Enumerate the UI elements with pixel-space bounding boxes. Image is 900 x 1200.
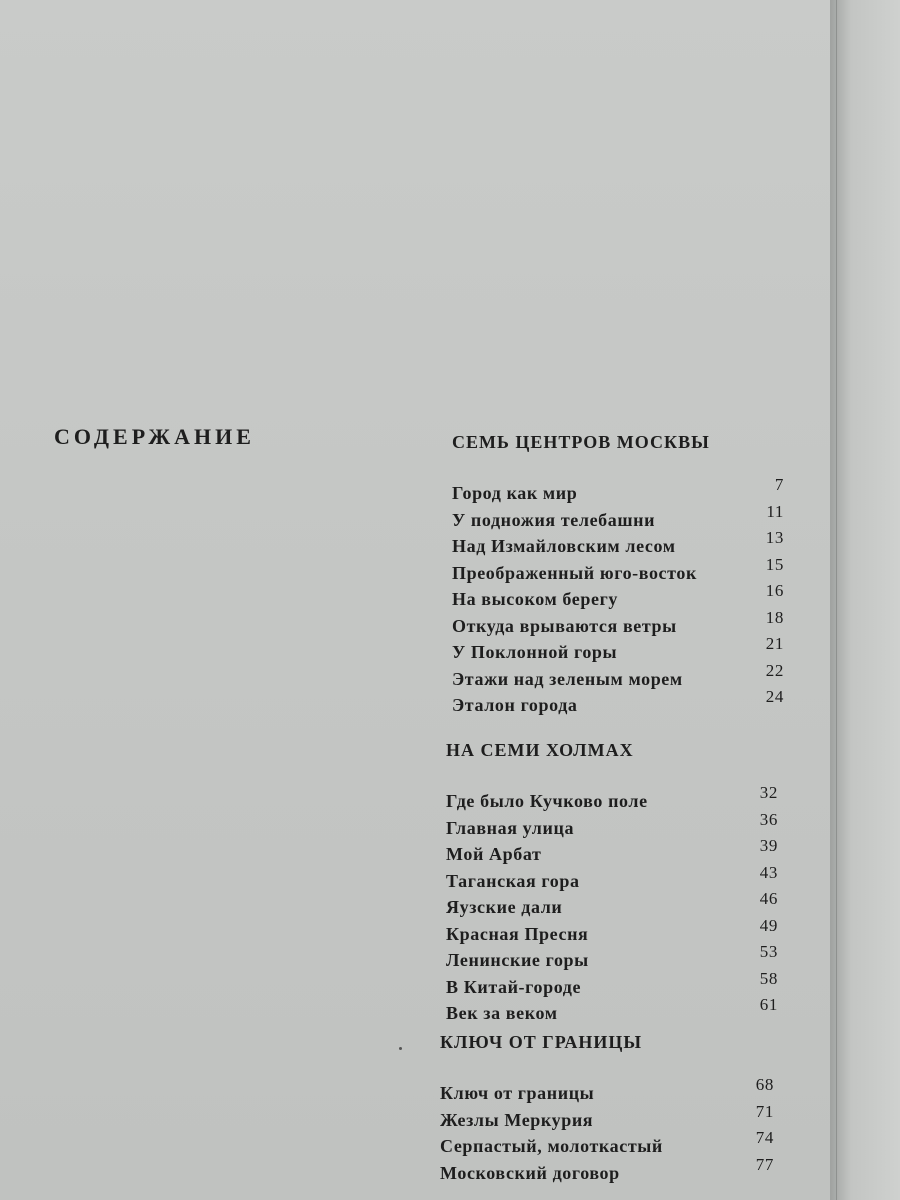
entry-page-number: 18 — [765, 607, 784, 627]
toc-entry — [440, 1075, 774, 1102]
entry-title: Преображенный юго-восток — [452, 562, 697, 583]
entry-title: На высоком берегу — [452, 589, 618, 609]
entry-title: Ключ от границы — [440, 1083, 595, 1103]
toc-entry — [452, 555, 784, 582]
entry-title: Мой Арбат — [446, 844, 542, 864]
toc-entry — [446, 863, 778, 890]
section-title: НА СЕМИ ХОЛМАХ — [446, 740, 634, 760]
toc-entry — [446, 889, 778, 916]
toc-entry — [446, 810, 778, 837]
entry-title: Над Измайловским лесом — [452, 536, 676, 556]
toc-entry — [446, 969, 778, 996]
toc-entry — [440, 1128, 774, 1155]
toc-entry — [446, 836, 778, 863]
entry-title: Век за веком — [446, 1003, 558, 1023]
section-title: КЛЮЧ ОТ ГРАНИЦЫ — [440, 1032, 643, 1052]
toc-section — [452, 432, 784, 714]
entry-page-number: 77 — [755, 1154, 774, 1174]
contents-heading: СОДЕРЖАНИЕ — [54, 424, 255, 449]
entry-page-number: 58 — [759, 968, 778, 988]
toc-entry — [440, 1155, 774, 1182]
entry-page-number: 24 — [765, 687, 784, 706]
entry-title: Ленинские горы — [446, 950, 589, 970]
entry-page-number: 36 — [759, 809, 778, 829]
entry-page-number: 16 — [765, 581, 784, 600]
entry-page-number: 13 — [765, 528, 784, 547]
entry-title: Эталон города — [452, 695, 578, 715]
toc-entry — [452, 687, 784, 714]
next-page-edge — [830, 0, 900, 1200]
entry-title: Красная Пресня — [446, 923, 589, 944]
entry-page-number: 39 — [759, 836, 778, 855]
entry-page-number: 32 — [759, 783, 778, 802]
toc-entry — [446, 942, 778, 969]
entry-page-number: 68 — [755, 1075, 774, 1094]
toc-entry — [440, 1102, 774, 1129]
entry-title: Яузские дали — [446, 897, 563, 917]
section-title: СЕМЬ ЦЕНТРОВ МОСКВЫ — [452, 432, 710, 452]
entry-title: Этажи над зеленым морем — [452, 668, 683, 689]
toc-section — [446, 740, 778, 1022]
entry-page-number: 43 — [759, 862, 778, 882]
entry-page-number: 71 — [755, 1101, 774, 1121]
entry-title: Серпастый, молоткастый — [440, 1136, 663, 1156]
paper-speck — [399, 1047, 402, 1050]
toc-entry — [452, 528, 784, 555]
entry-page-number: 11 — [766, 501, 784, 521]
entry-title: Московский договор — [440, 1162, 620, 1183]
entry-title: У Поклонной горы — [452, 642, 618, 662]
entry-title: Где было Кучково поле — [446, 791, 648, 811]
toc-entry — [452, 581, 784, 608]
entry-page-number: 53 — [759, 942, 778, 961]
entry-page-number: 21 — [765, 634, 784, 653]
entry-page-number: 22 — [765, 660, 784, 680]
toc-entry — [452, 475, 784, 502]
toc-entry — [452, 502, 784, 529]
toc-entry — [452, 634, 784, 661]
entry-page-number: 15 — [765, 554, 784, 574]
entry-page-number: 74 — [755, 1128, 774, 1147]
toc-section — [440, 1032, 774, 1181]
toc-entry — [446, 916, 778, 943]
entry-title: У подножия телебашни — [452, 509, 656, 530]
toc-entry — [452, 661, 784, 688]
entry-title: Жезлы Меркурия — [440, 1109, 594, 1130]
toc-entry — [446, 995, 778, 1022]
entry-title: Откуда врываются ветры — [452, 615, 677, 636]
page-edge-line — [836, 0, 837, 1200]
entry-title: Таганская гора — [446, 870, 580, 891]
entry-title: В Китай-городе — [446, 976, 582, 997]
entry-page-number: 46 — [759, 889, 778, 908]
toc-entry — [446, 783, 778, 810]
entry-title: Главная улица — [446, 817, 575, 838]
entry-page-number: 7 — [774, 475, 784, 494]
toc-entry — [452, 608, 784, 635]
entry-page-number: 61 — [759, 995, 778, 1014]
entry-page-number: 49 — [759, 915, 778, 935]
entry-title: Город как мир — [452, 483, 578, 503]
